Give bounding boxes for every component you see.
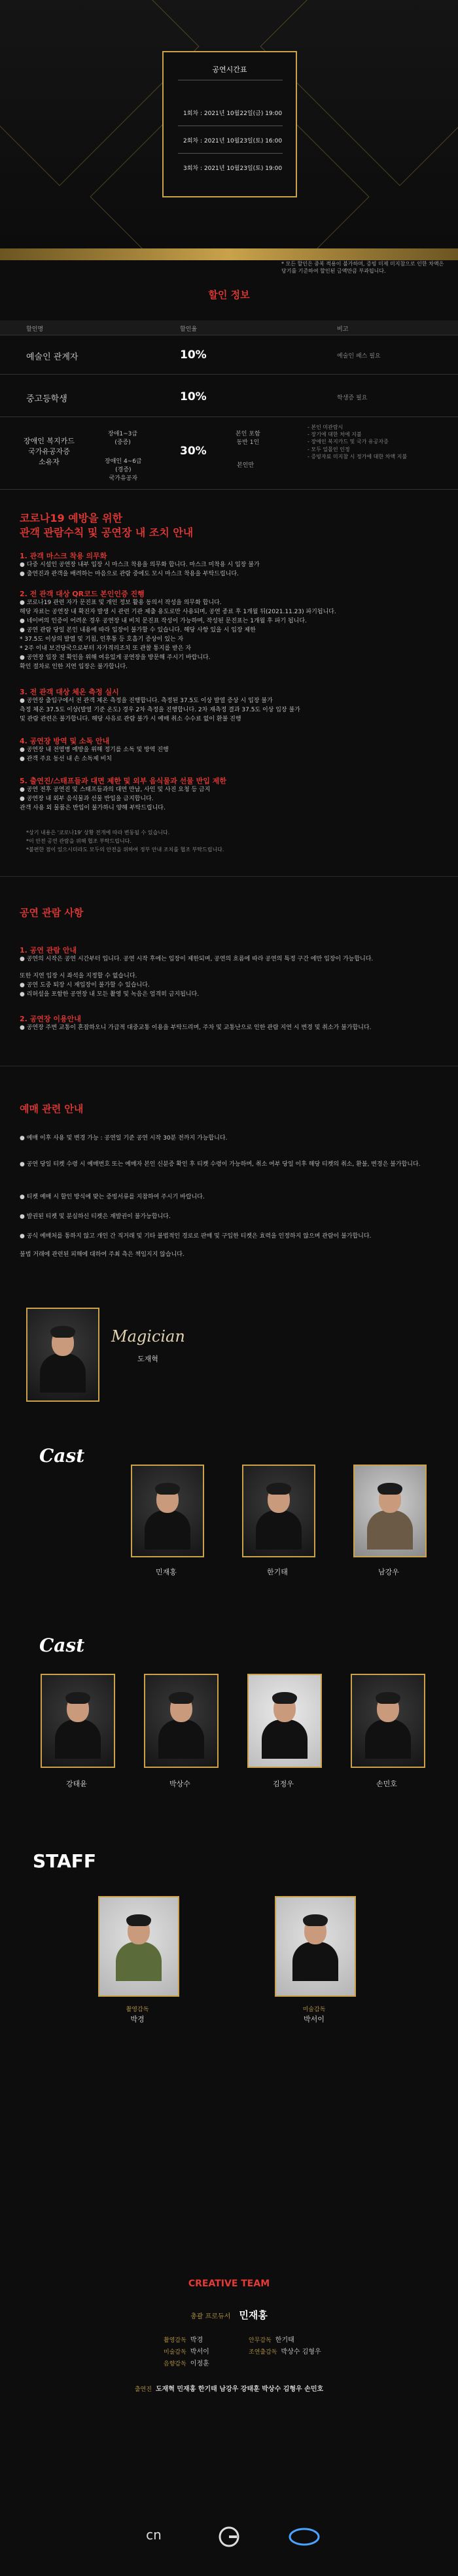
- ticket-line: ● 발권된 티켓 및 분실하신 티켓은 재발권이 불가능합니다.: [20, 1213, 171, 1220]
- covid-line: ● 네이버의 인증이 어려운 경우 공연장 내 비치 문진표 작성이 가능하며, 작성된 문진표는 1개월 후 파기 됩니다.: [20, 618, 307, 624]
- magician-label: Magician: [111, 1327, 185, 1346]
- covid-line: 측정 체온 37.5도 이상(발열 기준 온도) 경우 2차 측정을 진행합니다. 2차 재측정 결과 37.5도 이상 입장 불가: [20, 707, 300, 713]
- discount-row-disabled: [0, 416, 458, 490]
- covid-line: 및 관람 관련은 불가합니다. 해당 사유로 관람 불가 시 예매 취소 수수료 없이 환불 진행: [20, 716, 241, 722]
- credit-name: 이정훈: [190, 2360, 209, 2367]
- cast-name: 박상수: [169, 1780, 190, 1788]
- covid-line: ● 다중 시설인 공연장 내부 입장 시 마스크 착용을 의무화 합니다. 마스크 미착용 시 입장 불가: [20, 562, 260, 568]
- credit-role: 조연출감독: [249, 2349, 277, 2356]
- rules-line: ● 공연의 시작은 공연 시간부터 입니다. 공연 시작 후에는 입장이 제한되며, 공연의 흐름에 따라 공연의 특정 구간 에만 입장이 가능합니다.: [20, 956, 374, 962]
- discount-remark: 예술인 패스 필요: [337, 353, 381, 360]
- producer-line: [0, 2308, 458, 2322]
- cast-photo: [242, 1465, 315, 1557]
- discount-mid-1: 본인 포함 동반 1인: [236, 431, 260, 446]
- discount-name: 중고등학생: [26, 394, 67, 404]
- covid-footnote: *상기 내용은 '코로나19' 상황 전개에 따라 변동될 수 있습니다.: [26, 830, 170, 836]
- discount-table-header: [0, 320, 458, 335]
- gold-divider: [0, 248, 458, 260]
- covid-line: 해당 자료는 공연장 내 확진자 발생 시 관련 기관 제출 용도로만 사용되며, 공연 종료 후 1개월 뒤(2021.11.23) 파기됩니다.: [20, 609, 336, 615]
- credit-role: 안무감독: [249, 2337, 272, 2344]
- credit-name: 박상수 김형우: [281, 2348, 321, 2356]
- covid-line: ● 공연장 출입구에서 전 관객 체온 측정을 진행합니다. 측정된 37.5도 이상 발열 증상 시 입장 불가: [20, 698, 273, 704]
- ticket-line: ● 공연 당일 티켓 수령 시 예매번호 또는 예매자 본인 신분증 확인 후 티켓 수령이 가능하며, 취소 여부 당일 이후 해당 티켓의 취소, 환불, 변경은 불가합니다.: [20, 1161, 421, 1168]
- creative-title: CREATIVE TEAM: [188, 2279, 270, 2289]
- covid-line: ● 관객 주요 동선 내 손 소독제 비치: [20, 756, 112, 762]
- schedule-row-1: 1회차 : 2021년 10월22일(금) 19:00: [183, 110, 283, 117]
- rules-title: 공연 관람 사항: [20, 907, 84, 919]
- covid-section-2-head: 2. 전 관객 대상 QR코드 본인인증 진행: [20, 590, 145, 598]
- credit-role: 촬영감독: [164, 2337, 186, 2344]
- schedule-row-2: 2회차 : 2021년 10월23일(토) 16:00: [183, 138, 283, 144]
- producer-role: 총괄 프로듀서: [190, 2313, 231, 2320]
- discount-name: 예술인 관계자: [26, 352, 79, 362]
- ticket-line: ● 공식 예매처를 통하지 않고 개인 간 직거래 및 기타 불법적인 경로로 판매 및 구입한 티켓은 효력을 인정하지 않으며 관람이 불가합니다.: [20, 1233, 372, 1240]
- magician-name: 도재혁: [137, 1355, 158, 1363]
- staff-name: 박경: [130, 2015, 145, 2024]
- covid-line: ● 코로나19 관련 자가 문진표 및 개인 정보 활용 동의서 작성을 의무화 합니다.: [20, 600, 222, 606]
- cast-photo: [131, 1465, 204, 1557]
- cast-name: 한기태: [267, 1568, 288, 1576]
- covid-line: ● 공연장 내 외부 음식물과 선물 반입을 금지합니다.: [20, 796, 154, 802]
- cast-photo: [144, 1674, 219, 1768]
- discount-row-artist: [0, 335, 458, 375]
- svg-text:cn: cn: [146, 2527, 162, 2543]
- covid-title-1: 코로나19 예방을 위한: [20, 512, 123, 524]
- discount-sub-1: 장애1~3급 (중증): [108, 431, 138, 446]
- credit-name: 박경: [190, 2337, 203, 2344]
- cast-name: 강태윤: [66, 1780, 87, 1788]
- credit-role: 음향감독: [164, 2361, 186, 2367]
- covid-line: 확인 절차로 인한 지연 입장은 불가합니다.: [20, 664, 128, 670]
- covid-footnote: *불편한 점이 있으시더라도 모두의 안전을 위하여 정부 안내 조치를 협조 부탁드립니다.: [26, 847, 224, 853]
- person-silhouette: [40, 1329, 86, 1393]
- sponsor-logo-3: [281, 2524, 327, 2550]
- cast-photo: [41, 1674, 115, 1768]
- discount-note: * 모든 할인은 중복 적용이 불가하며, 증빙 미제 미지참으로 인한 차액은 당기를 기준하여 할인된 금액만큼 부과됩니다.: [281, 261, 444, 275]
- discount-rate: 30%: [180, 445, 207, 458]
- staff-role: 미술감독: [302, 2007, 326, 2013]
- schedule-title: 공연시간표: [212, 65, 247, 74]
- ticket-line: 불법 거래에 관련된 피해에 대하여 주최 측은 책임지지 않습니다.: [20, 1251, 185, 1258]
- covid-line: ● 출연진과 관객을 배려하는 마음으로 관람 중에도 모시 마스크 착용을 부탁드립니다.: [20, 571, 239, 577]
- covid-section-5-head: 5. 출연진/스태프들과 대면 제한 및 외부 음식물과 선물 반입 제한: [20, 777, 226, 785]
- covid-line: ● 공연 관람 당일 본인 내용에 따라 입장이 불가할 수 있습니다. 해당 사항 있을 시 입장 제한: [20, 627, 256, 634]
- rules-line: ● 리허설을 포함한 공연장 내 모든 촬영 및 녹음은 엄격히 금지됩니다.: [20, 991, 200, 998]
- covid-section-1-head: 1. 관객 마스크 착용 의무화: [20, 552, 107, 560]
- covid-line: ● 공연장 입장 전 확인을 위해 여유있게 공연장을 방문해 주시기 바랍니다.: [20, 654, 211, 661]
- covid-line: ● 공연장 내 전염병 예방을 위해 정기를 소독 및 방역 진행: [20, 747, 169, 753]
- schedule-row-3: 3회차 : 2021년 10월23일(토) 19:00: [183, 165, 283, 172]
- covid-line: * 37.5도 이상의 발열 및 기침, 인후통 등 호흡기 증상이 있는 자: [20, 636, 184, 643]
- credit-cast-line: 도재혁 민재홍 한기태 남강우 강태훈 박상수 김형우 손민호: [155, 2386, 324, 2393]
- ticket-line: ● 예매 이후 사용 및 변경 가능 : 공연일 기준 공연 시작 30분 전까지 가능합니다.: [20, 1135, 228, 1142]
- staff-photo: [98, 1896, 179, 1997]
- cast-name: 손민호: [376, 1780, 397, 1788]
- covid-line: 관객 사용 외 물품은 반입이 불가하니 양해 부탁드립니다.: [20, 805, 166, 811]
- header-rate: 할인율: [180, 326, 198, 333]
- rules-section-1-head: 1. 공연 관람 안내: [20, 946, 77, 955]
- discount-rate: 10%: [180, 390, 207, 403]
- covid-line: ● 공연 전후 공연진 및 스태프들과의 대면 만남, 사인 및 사진 요청 등 금지: [20, 787, 211, 793]
- cast-name: 남강우: [378, 1568, 399, 1576]
- staff-label: STAFF: [33, 1850, 97, 1872]
- cast-name: 김정우: [273, 1780, 294, 1788]
- ticket-title: 예매 관련 안내: [20, 1103, 84, 1115]
- cast-label-1: Cast: [39, 1445, 85, 1466]
- credit-role: 출연진: [134, 2386, 152, 2393]
- magician-photo: [26, 1308, 99, 1402]
- discount-remark: - 본인 미관람시 - 장기에 대한 처에 지불 - 장애인 복지카드 및 국가 유공자증 - 모두 일몰인 인정 - 증빙자료 미지참 시 정가에 대한 차액 지불: [308, 424, 408, 460]
- discount-remark: 학생증 필요: [337, 395, 368, 401]
- header-remark: 비고: [337, 326, 349, 333]
- cast-photo: [353, 1465, 427, 1557]
- ticket-line: ● 티켓 예매 시 할인 방식에 맞는 증빙서류를 지참하여 주시기 바랍니다.: [20, 1194, 205, 1200]
- sponsor-logo-1: [131, 2524, 177, 2550]
- credit-name: 한기태: [275, 2337, 294, 2344]
- rules-section-2-head: 2. 공연장 이용안내: [20, 1015, 81, 1023]
- producer-name: 민재홍: [239, 2309, 268, 2321]
- covid-footnote: *이 안전 공연 관람을 위해 협조 부탁드립니다.: [26, 838, 132, 844]
- covid-section-3-head: 3. 전 관객 대상 체온 측정 실시: [20, 688, 119, 696]
- discount-sub-2: 장애인 4~6급 (경증) 국가유공자: [105, 458, 142, 482]
- rules-line: 또한 지연 입장 시 좌석을 지정할 수 없습니다.: [20, 973, 137, 979]
- sponsor-logo-2: [209, 2524, 249, 2550]
- credit-role: 미술감독: [164, 2349, 186, 2356]
- rules-line: ● 공연장 주변 교통이 혼잡하오니 가급적 대중교통 이용을 부탁드리며, 주차 및 교통난으로 인한 관람 지연 시 변경 및 취소가 불가합니다.: [20, 1025, 372, 1031]
- credit-name: 박서이: [190, 2348, 209, 2356]
- discount-name: 장애인 복지카드 국가유공자증 소유자: [24, 437, 75, 466]
- discount-title: 할인 정보: [208, 289, 250, 301]
- covid-title-2: 관객 관람수칙 및 공연장 내 조치 안내: [20, 526, 194, 539]
- cast-label-2: Cast: [39, 1635, 85, 1656]
- staff-role: 촬영감독: [126, 2007, 149, 2013]
- staff-name: 박서이: [304, 2015, 325, 2024]
- cast-name: 민재홍: [156, 1568, 177, 1576]
- header-name: 할인명: [26, 326, 44, 333]
- covid-section-4-head: 4. 공연장 방역 및 소독 안내: [20, 737, 110, 745]
- discount-rate: 10%: [180, 348, 207, 362]
- schedule-box: [162, 51, 297, 197]
- hero-banner: [0, 0, 458, 248]
- discount-row-student: [0, 374, 458, 417]
- cast-photo: [247, 1674, 322, 1768]
- rules-line: ● 공연 도중 퇴장 시 재입장이 불가할 수 있습니다.: [20, 982, 150, 989]
- covid-line: * 2주 이내 보건당국으로부터 자가격리조치 또 관찰 통지를 받은 자: [20, 645, 192, 652]
- discount-mid-2: 본인만: [237, 462, 255, 469]
- cast-photo: [351, 1674, 425, 1768]
- staff-photo: [275, 1896, 356, 1997]
